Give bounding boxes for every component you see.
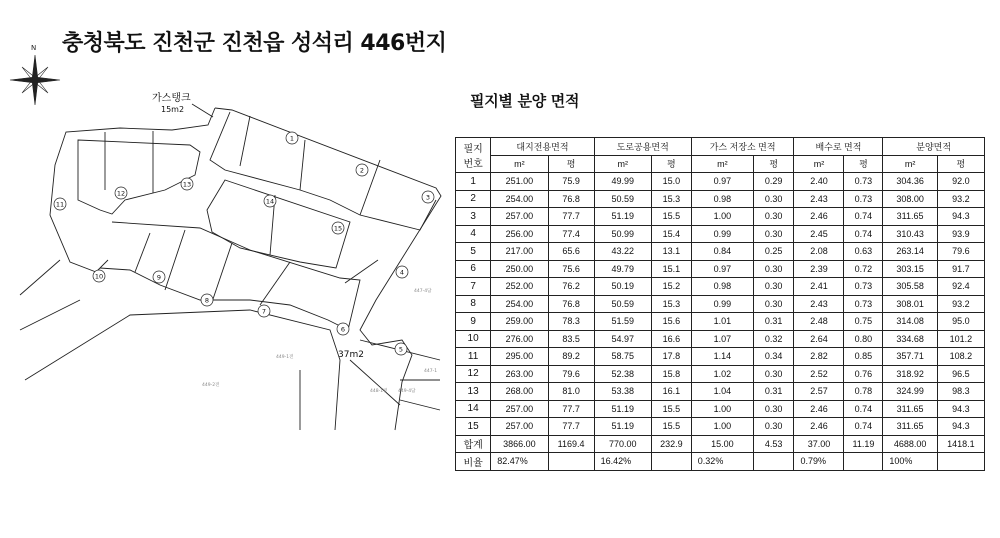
neighbor-label: 448-1전 bbox=[370, 389, 388, 394]
table-cell: 15.5 bbox=[651, 418, 691, 436]
lot-label: 6 bbox=[340, 325, 346, 334]
table-cell: 0.75 bbox=[844, 313, 883, 331]
unit-row bbox=[456, 155, 985, 173]
table-cell: 0.97 bbox=[691, 173, 753, 191]
table-cell: 0.30 bbox=[753, 418, 794, 436]
total-cell: 15.00 bbox=[691, 435, 753, 453]
table-cell: 0.78 bbox=[844, 383, 883, 401]
table-cell: 2.46 bbox=[794, 208, 844, 226]
table-cell: 15.2 bbox=[651, 278, 691, 296]
lot-label: 10 bbox=[94, 272, 104, 281]
lot-label: 1 bbox=[289, 134, 295, 143]
table-cell: 357.71 bbox=[883, 348, 937, 366]
lot-label: 12 bbox=[116, 189, 126, 198]
table-cell: 263.14 bbox=[883, 243, 937, 261]
lot-number-cell: 5 bbox=[456, 243, 491, 261]
table-cell: 1.01 bbox=[691, 313, 753, 331]
lot-label: 11 bbox=[55, 200, 65, 209]
table-cell: 98.3 bbox=[937, 383, 984, 401]
lot-number-cell: 1 bbox=[456, 173, 491, 191]
table-cell: 94.3 bbox=[937, 400, 984, 418]
table-cell: 2.08 bbox=[794, 243, 844, 261]
table-cell: 0.34 bbox=[753, 348, 794, 366]
table-cell: 0.25 bbox=[753, 243, 794, 261]
total-cell: 232.9 bbox=[651, 435, 691, 453]
lot-label: 9 bbox=[156, 273, 162, 282]
table-cell: 15.0 bbox=[651, 173, 691, 191]
lot-header-line2: 번호 bbox=[463, 159, 483, 170]
table-row bbox=[456, 190, 985, 208]
table-cell: 0.30 bbox=[753, 260, 794, 278]
table-cell: 314.08 bbox=[883, 313, 937, 331]
unit-header: 평 bbox=[937, 155, 984, 173]
table-cell: 52.38 bbox=[594, 365, 651, 383]
lot-number-cell: 10 bbox=[456, 330, 491, 348]
table-row bbox=[456, 243, 985, 261]
table-cell: 15.6 bbox=[651, 313, 691, 331]
site-plan-map bbox=[0, 40, 450, 520]
table-cell: 13.1 bbox=[651, 243, 691, 261]
lot-label: 8 bbox=[204, 296, 210, 305]
table-body bbox=[456, 173, 985, 471]
table-cell: 0.98 bbox=[691, 278, 753, 296]
table-cell: 251.00 bbox=[491, 173, 548, 191]
table-cell: 93.2 bbox=[937, 190, 984, 208]
table-cell: 1.07 bbox=[691, 330, 753, 348]
table-cell: 263.00 bbox=[491, 365, 548, 383]
table-cell: 0.73 bbox=[844, 190, 883, 208]
table-cell: 76.2 bbox=[548, 278, 594, 296]
unit-header: m² bbox=[794, 155, 844, 173]
table-cell: 51.19 bbox=[594, 400, 651, 418]
table-cell: 295.00 bbox=[491, 348, 548, 366]
neighbor-label: 449-1전 bbox=[276, 355, 294, 360]
neighbor-label: 449-4답 bbox=[398, 389, 416, 394]
ratio-cell: 0.32% bbox=[691, 453, 753, 471]
lot-number-header bbox=[456, 138, 491, 173]
lot-number-cell: 7 bbox=[456, 278, 491, 296]
ratio-cell: 82.47% bbox=[491, 453, 548, 471]
ratio-row bbox=[456, 453, 985, 471]
lot-number-cell: 4 bbox=[456, 225, 491, 243]
table-cell: 268.00 bbox=[491, 383, 548, 401]
total-cell: 770.00 bbox=[594, 435, 651, 453]
table-cell: 77.7 bbox=[548, 208, 594, 226]
table-cell: 92.4 bbox=[937, 278, 984, 296]
neighbor-label: 449-2전 bbox=[202, 383, 220, 388]
table-cell: 2.43 bbox=[794, 295, 844, 313]
table-row bbox=[456, 260, 985, 278]
table-cell: 1.00 bbox=[691, 400, 753, 418]
unit-header: m² bbox=[491, 155, 548, 173]
total-cell: 1169.4 bbox=[548, 435, 594, 453]
ratio-cell: 0.79% bbox=[794, 453, 844, 471]
gas-tank-area: 15m2 bbox=[161, 105, 185, 114]
table-cell: 254.00 bbox=[491, 190, 548, 208]
table-cell: 217.00 bbox=[491, 243, 548, 261]
table-cell: 0.97 bbox=[691, 260, 753, 278]
table-cell: 0.85 bbox=[844, 348, 883, 366]
table-cell: 15.4 bbox=[651, 225, 691, 243]
unit-header: 평 bbox=[651, 155, 691, 173]
table-cell: 53.38 bbox=[594, 383, 651, 401]
table-cell: 51.19 bbox=[594, 418, 651, 436]
lot-number-cell: 14 bbox=[456, 400, 491, 418]
table-cell: 95.0 bbox=[937, 313, 984, 331]
table-cell: 81.0 bbox=[548, 383, 594, 401]
ratio-cell bbox=[937, 453, 984, 471]
table-cell: 257.00 bbox=[491, 418, 548, 436]
table-cell: 16.6 bbox=[651, 330, 691, 348]
table-cell: 1.04 bbox=[691, 383, 753, 401]
table-cell: 0.74 bbox=[844, 225, 883, 243]
table-cell: 75.6 bbox=[548, 260, 594, 278]
table-cell: 2.48 bbox=[794, 313, 844, 331]
table-cell: 0.72 bbox=[844, 260, 883, 278]
neighbor-label: 447-4답 bbox=[414, 289, 432, 294]
table-row bbox=[456, 313, 985, 331]
table-cell: 15.5 bbox=[651, 400, 691, 418]
ratio-cell: 100% bbox=[883, 453, 937, 471]
lot-number-cell: 2 bbox=[456, 190, 491, 208]
lot-label: 13 bbox=[182, 180, 192, 189]
table-cell: 15.5 bbox=[651, 208, 691, 226]
lot-label: 3 bbox=[425, 193, 431, 202]
table-cell: 2.52 bbox=[794, 365, 844, 383]
table-cell: 0.99 bbox=[691, 225, 753, 243]
lot-area-table bbox=[455, 137, 985, 471]
unit-header: 평 bbox=[844, 155, 883, 173]
north-label: N bbox=[31, 44, 37, 52]
lot-label: 7 bbox=[261, 307, 267, 316]
table-cell: 2.64 bbox=[794, 330, 844, 348]
group-header: 배수로 면적 bbox=[794, 138, 883, 156]
table-cell: 43.22 bbox=[594, 243, 651, 261]
ratio-cell bbox=[651, 453, 691, 471]
table-cell: 318.92 bbox=[883, 365, 937, 383]
table-cell: 58.75 bbox=[594, 348, 651, 366]
table-cell: 50.59 bbox=[594, 295, 651, 313]
table-cell: 50.19 bbox=[594, 278, 651, 296]
table-cell: 108.2 bbox=[937, 348, 984, 366]
table-cell: 94.3 bbox=[937, 208, 984, 226]
table-cell: 257.00 bbox=[491, 400, 548, 418]
total-cell: 3866.00 bbox=[491, 435, 548, 453]
table-cell: 76.8 bbox=[548, 295, 594, 313]
table-cell: 2.57 bbox=[794, 383, 844, 401]
table-cell: 257.00 bbox=[491, 208, 548, 226]
group-header: 대지전용면적 bbox=[491, 138, 594, 156]
table-cell: 15.8 bbox=[651, 365, 691, 383]
table-cell: 0.30 bbox=[753, 295, 794, 313]
table-cell: 0.73 bbox=[844, 278, 883, 296]
table-row bbox=[456, 418, 985, 436]
unit-header: 평 bbox=[548, 155, 594, 173]
table-cell: 0.84 bbox=[691, 243, 753, 261]
table-title: 필지별 분양 면적 bbox=[470, 92, 580, 110]
table-cell: 0.30 bbox=[753, 365, 794, 383]
total-cell: 4.53 bbox=[753, 435, 794, 453]
table-cell: 0.63 bbox=[844, 243, 883, 261]
table-cell: 2.43 bbox=[794, 190, 844, 208]
table-cell: 76.8 bbox=[548, 190, 594, 208]
group-header: 가스 저장소 면적 bbox=[691, 138, 794, 156]
table-cell: 79.6 bbox=[937, 243, 984, 261]
unit-header: m² bbox=[594, 155, 651, 173]
ratio-cell bbox=[548, 453, 594, 471]
total-cell: 4688.00 bbox=[883, 435, 937, 453]
compass-icon bbox=[10, 55, 60, 105]
lot-number-cell: 13 bbox=[456, 383, 491, 401]
table-cell: 2.46 bbox=[794, 418, 844, 436]
table-cell: 250.00 bbox=[491, 260, 548, 278]
table-cell: 92.0 bbox=[937, 173, 984, 191]
table-cell: 2.40 bbox=[794, 173, 844, 191]
lot-number-cell: 11 bbox=[456, 348, 491, 366]
table-cell: 50.59 bbox=[594, 190, 651, 208]
table-row bbox=[456, 365, 985, 383]
table-cell: 252.00 bbox=[491, 278, 548, 296]
table-cell: 78.3 bbox=[548, 313, 594, 331]
table-cell: 311.65 bbox=[883, 418, 937, 436]
table-row bbox=[456, 330, 985, 348]
table-cell: 77.7 bbox=[548, 400, 594, 418]
table-cell: 0.73 bbox=[844, 173, 883, 191]
table-cell: 51.59 bbox=[594, 313, 651, 331]
table-cell: 0.31 bbox=[753, 313, 794, 331]
gas-tank-label: 가스탱크 bbox=[152, 93, 191, 104]
table-cell: 15.1 bbox=[651, 260, 691, 278]
lot-number-cell: 12 bbox=[456, 365, 491, 383]
table-cell: 77.4 bbox=[548, 225, 594, 243]
table-cell: 2.82 bbox=[794, 348, 844, 366]
table-cell: 311.65 bbox=[883, 400, 937, 418]
table-cell: 254.00 bbox=[491, 295, 548, 313]
table-cell: 276.00 bbox=[491, 330, 548, 348]
drain-area: 37m2 bbox=[338, 350, 364, 360]
table-cell: 334.68 bbox=[883, 330, 937, 348]
table-cell: 303.15 bbox=[883, 260, 937, 278]
table-row bbox=[456, 295, 985, 313]
table-cell: 91.7 bbox=[937, 260, 984, 278]
table-cell: 304.36 bbox=[883, 173, 937, 191]
table-cell: 101.2 bbox=[937, 330, 984, 348]
unit-header: m² bbox=[691, 155, 753, 173]
table-cell: 1.02 bbox=[691, 365, 753, 383]
table-cell: 89.2 bbox=[548, 348, 594, 366]
table-cell: 83.5 bbox=[548, 330, 594, 348]
table-cell: 0.30 bbox=[753, 278, 794, 296]
table-row bbox=[456, 173, 985, 191]
table-cell: 1.14 bbox=[691, 348, 753, 366]
lot-number-cell: 3 bbox=[456, 208, 491, 226]
table-cell: 0.76 bbox=[844, 365, 883, 383]
table-cell: 0.74 bbox=[844, 208, 883, 226]
table-cell: 1.00 bbox=[691, 418, 753, 436]
total-row bbox=[456, 435, 985, 453]
table-cell: 0.30 bbox=[753, 208, 794, 226]
unit-header: m² bbox=[883, 155, 937, 173]
table-cell: 50.99 bbox=[594, 225, 651, 243]
table-cell: 0.30 bbox=[753, 190, 794, 208]
ratio-cell bbox=[844, 453, 883, 471]
table-cell: 0.74 bbox=[844, 418, 883, 436]
lot-number-cell: 9 bbox=[456, 313, 491, 331]
table-cell: 2.39 bbox=[794, 260, 844, 278]
table-row bbox=[456, 400, 985, 418]
table-cell: 15.3 bbox=[651, 295, 691, 313]
table-cell: 2.41 bbox=[794, 278, 844, 296]
table-cell: 310.43 bbox=[883, 225, 937, 243]
lot-label: 2 bbox=[359, 166, 365, 175]
table-cell: 17.8 bbox=[651, 348, 691, 366]
neighbor-label: 447-1 bbox=[424, 369, 438, 374]
table-row bbox=[456, 208, 985, 226]
table-cell: 0.74 bbox=[844, 400, 883, 418]
table-cell: 259.00 bbox=[491, 313, 548, 331]
table-cell: 311.65 bbox=[883, 208, 937, 226]
lot-label: 4 bbox=[399, 268, 405, 277]
group-header: 도로공용면적 bbox=[594, 138, 691, 156]
table-cell: 0.30 bbox=[753, 225, 794, 243]
total-cell: 11.19 bbox=[844, 435, 883, 453]
lot-label: 15 bbox=[333, 224, 343, 233]
table-cell: 49.99 bbox=[594, 173, 651, 191]
ratio-cell: 16.42% bbox=[594, 453, 651, 471]
table-cell: 2.46 bbox=[794, 400, 844, 418]
ratio-cell bbox=[753, 453, 794, 471]
table-cell: 256.00 bbox=[491, 225, 548, 243]
table-cell: 15.3 bbox=[651, 190, 691, 208]
table-cell: 16.1 bbox=[651, 383, 691, 401]
lot-label: 14 bbox=[265, 197, 275, 206]
total-label: 합계 bbox=[456, 435, 491, 453]
lot-number-cell: 15 bbox=[456, 418, 491, 436]
lot-number-cell: 6 bbox=[456, 260, 491, 278]
table-cell: 0.73 bbox=[844, 295, 883, 313]
table-cell: 93.2 bbox=[937, 295, 984, 313]
lot-header-line1: 필지 bbox=[463, 144, 483, 155]
table-cell: 0.29 bbox=[753, 173, 794, 191]
table-cell: 65.6 bbox=[548, 243, 594, 261]
group-header: 분양면적 bbox=[883, 138, 985, 156]
table-cell: 0.98 bbox=[691, 190, 753, 208]
table-cell: 308.01 bbox=[883, 295, 937, 313]
ratio-label: 비율 bbox=[456, 453, 491, 471]
table-row bbox=[456, 348, 985, 366]
table-cell: 305.58 bbox=[883, 278, 937, 296]
table-cell: 49.79 bbox=[594, 260, 651, 278]
table-cell: 0.99 bbox=[691, 295, 753, 313]
table-cell: 54.97 bbox=[594, 330, 651, 348]
table-cell: 51.19 bbox=[594, 208, 651, 226]
table-cell: 0.30 bbox=[753, 400, 794, 418]
table-cell: 324.99 bbox=[883, 383, 937, 401]
table-cell: 308.00 bbox=[883, 190, 937, 208]
unit-header: 평 bbox=[753, 155, 794, 173]
page-title: 충청북도 진천군 진천읍 성석리 446번지 bbox=[62, 31, 447, 56]
table-cell: 0.31 bbox=[753, 383, 794, 401]
table-cell: 75.9 bbox=[548, 173, 594, 191]
total-cell: 37.00 bbox=[794, 435, 844, 453]
table-row bbox=[456, 225, 985, 243]
table-cell: 0.80 bbox=[844, 330, 883, 348]
table-cell: 94.3 bbox=[937, 418, 984, 436]
table-cell: 1.00 bbox=[691, 208, 753, 226]
table-cell: 2.45 bbox=[794, 225, 844, 243]
table-cell: 79.6 bbox=[548, 365, 594, 383]
lot-label: 5 bbox=[398, 345, 404, 354]
table-cell: 93.9 bbox=[937, 225, 984, 243]
lot-number-cell: 8 bbox=[456, 295, 491, 313]
table-row bbox=[456, 278, 985, 296]
total-cell: 1418.1 bbox=[937, 435, 984, 453]
table-row bbox=[456, 383, 985, 401]
table-cell: 0.32 bbox=[753, 330, 794, 348]
table-cell: 96.5 bbox=[937, 365, 984, 383]
table-cell: 77.7 bbox=[548, 418, 594, 436]
